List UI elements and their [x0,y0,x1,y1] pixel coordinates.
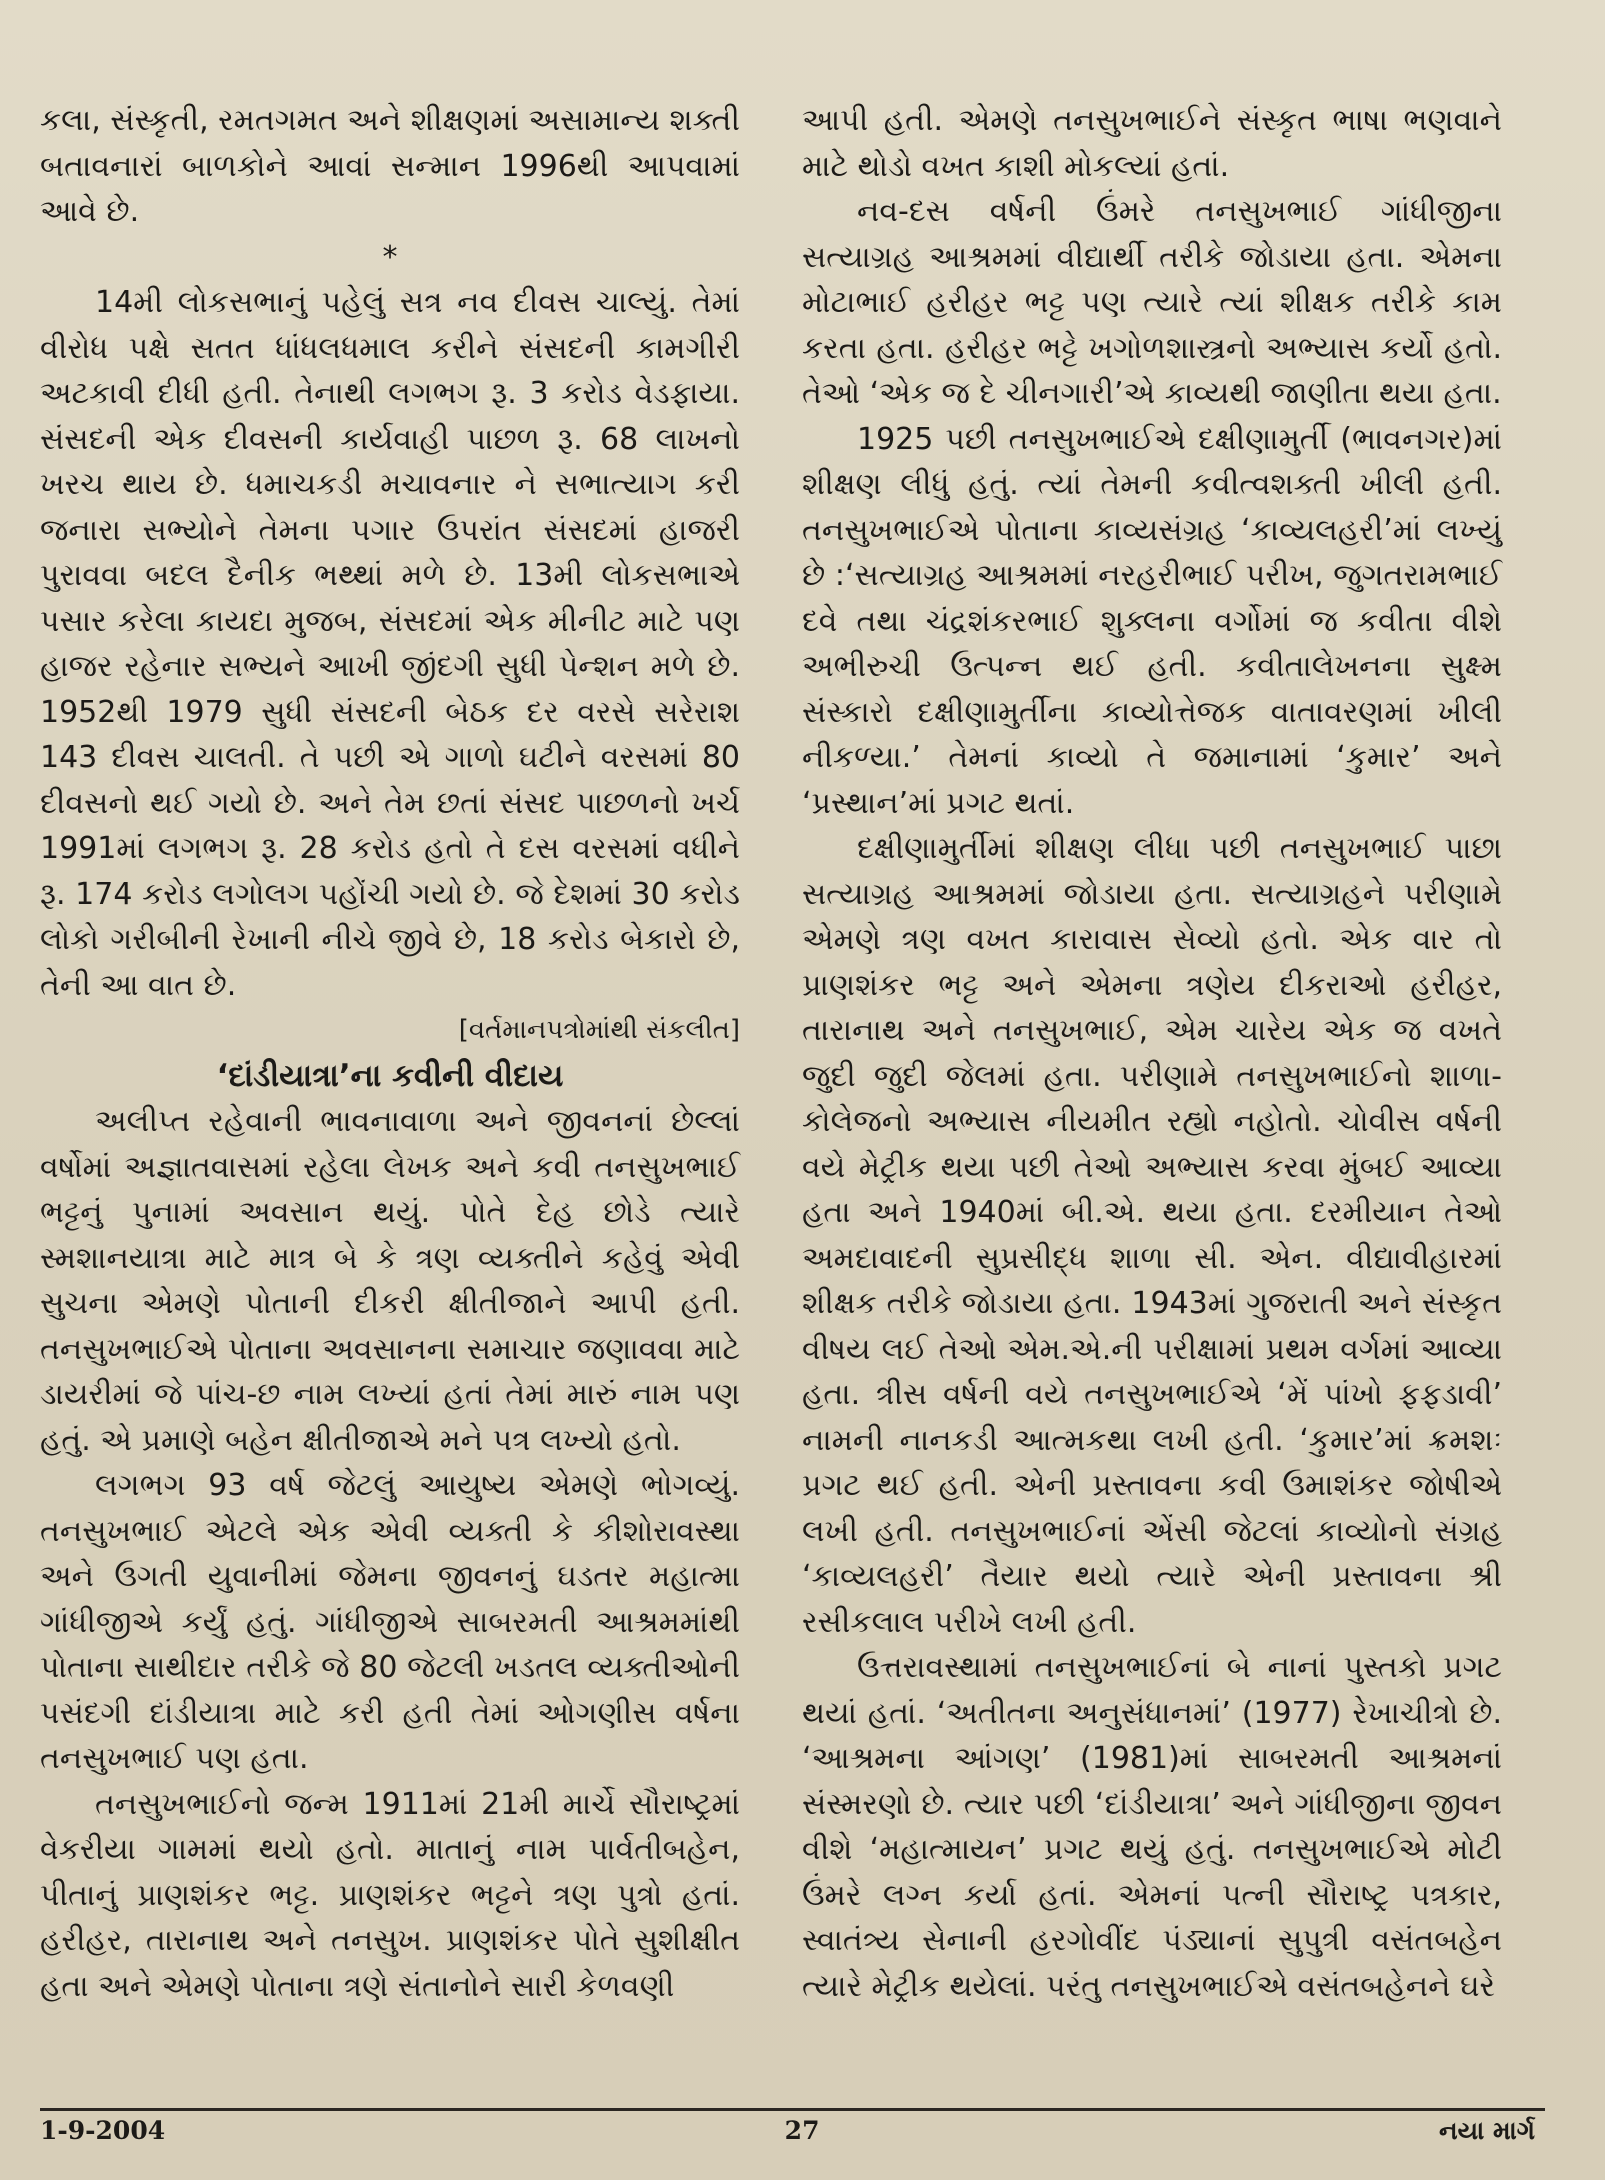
paragraph: લગભગ 93 વર્ષ જેટલું આયુષ્ય એમણે ભોગવ્યું. તનસુખભાઈ એટલે એક એવી વ્યક્તી કે કીશોરાવસ્થા અને ઉગતી યુવાનીમાં જેમના જીવનનું ઘડતર મહાત્મા ગાંધીજીએ કર્યું હતું. ગાંધીજીએ સાબરમતી આશ્રમમાંથી પોતાના સાથીદાર તરીકે જે 80 જેટલી ખડતલ વ્યક્તીઓની પસંદગી દાંડીયાત્રા માટે કરી હતી તેમાં ઓગણીસ વર્ષના તનસુખભાઈ પણ હતા. [40,1468,740,1776]
paragraph: આપી હતી. એમણે તનસુખભાઈને સંસ્કૃત ભાષા ભણવાને માટે થોડો વખત કાશી મોકલ્યાં હતાં. [802,103,1502,184]
paragraph: દક્ષીણામુર્તીમાં શીક્ષણ લીધા પછી તનસુખભાઈ પાછા સત્યાગ્રહ આશ્રમમાં જોડાયા હતા. સત્યાગ્રહને પરીણામે એમણે ત્રણ વખત કારાવાસ સેવ્યો હતો. એક વાર તો પ્રાણશંકર ભટ્ટ અને એમના ત્રણેય દીકરાઓ હરીહર, તારાનાથ અને તનસુખભાઈ, એમ ચારેય એક જ વખતે જુદી જુદી જેલમાં હતા. પરીણામે તનસુખભાઈનો શાળા-કોલેજનો અભ્યાસ નીયમીત રહ્યો નહોતો. ચોવીસ વર્ષની વયે મેટ્રીક થયા પછી તેઓ અભ્યાસ કરવા મુંબઈ આવ્યા હતા અને 1940માં બી.એ. થયા હતા. દરમીયાન તેઓ અમદાવાદની સુપ્રસીદ્ધ શાળા સી. એન. વીદ્યાવીહારમાં શીક્ષક તરીકે જોડાયા હતા. 1943માં ગુજરાતી અને સંસ્કૃત વીષય લઈ તેઓ એમ.એ.ની પરીક્ષામાં પ્રથમ વર્ગમાં આવ્યા હતા. ત્રીસ વર્ષની વયે તનસુખભાઈએ ‘મેં પાંખો ફફડાવી’ નામની નાનકડી આત્મકથા લખી હતી. ‘કુમાર’માં ક્રમશઃ પ્રગટ થઈ હતી. એની પ્રસ્તાવના કવી ઉમાશંકર જોષીએ લખી હતી. તનસુખભાઈનાં એંસી જેટલાં કાવ્યોનો સંગ્રહ ‘કાવ્યલહરી’ તૈયાર થયો ત્યારે એની પ્રસ્તાવના શ્રી રસીકલાલ પરીખે લખી હતી. [802,831,1502,1640]
article-columns [40,98,1535,2009]
issue-date: 1-9-2004 [40,2116,166,2145]
paragraph: અલીપ્ત રહેવાની ભાવનાવાળા અને જીવનનાં છેલ્લાં વર્ષોમાં અજ્ઞાતવાસમાં રહેલા લેખક અને કવી તનસુખભાઈ ભટ્ટનું પુનામાં અવસાન થયું. પોતે દેહ છોડે ત્યારે સ્મશાનયાત્રા માટે માત્ર બે કે ત્રણ વ્યક્તીને કહેવું એવી સુચના એમણે પોતાની દીકરી ક્ષીતીજાને આપી હતી. તનસુખભાઈએ પોતાના અવસાનના સમાચાર જણાવવા માટે ડાયરીમાં જે પાંચ-છ નામ લખ્યાં હતાં તેમાં મારું નામ પણ હતું. એ પ્રમાણે બહેન ક્ષીતીજાએ મને પત્ર લખ્યો હતો. [40,1104,740,1458]
paragraph: ઉત્તરાવસ્થામાં તનસુખભાઈનાં બે નાનાં પુસ્તકો પ્રગટ થયાં હતાં. ‘અતીતના અનુસંધાનમાં’ (1977) રેખાચીત્રો છે. ‘આશ્રમના આંગણ’ (1981)માં સાબરમતી આશ્રમનાં સંસ્મરણો છે. ત્યાર પછી ‘દાંડીયાત્રા’ અને ગાંધીજીના જીવન વીશે ‘મહાત્માયન’ પ્રગટ થયું હતું. તનસુખભાઈએ મોટી ઉંમરે લગ્ન કર્યા હતાં. એમનાં પત્ની સૌરાષ્ટ્ર પત્રકાર, સ્વાતંત્ર્ય સેનાની હરગોવીંદ પંડ્યાનાં સુપુત્રી વસંતબહેન ત્યારે મેટ્રીક થયેલાં. પરંતુ તનસુખભાઈએ વસંતબહેનને ઘરે [802,1650,1502,2004]
right-column [802,98,1502,2009]
page-number: 27 [784,2116,820,2145]
article-heading: ‘દાંડીયાત્રા’ના કવીની વીદાય [216,1057,564,1094]
paragraph: 1925 પછી તનસુખભાઈએ દક્ષીણામુર્તી (ભાવનગર)માં શીક્ષણ લીધું હતું. ત્યાં તેમની કવીત્વશક્તી ખીલી હતી. તનસુખભાઈએ પોતાના કાવ્યસંગ્રહ ‘કાવ્યલહરી’માં લખ્યું છે :‘સત્યાગ્રહ આશ્રમમાં નરહરીભાઈ પરીખ, જુગતરામભાઈ દવે તથા ચંદ્રશંકરભાઈ શુક્લના વર્ગોમાં જ કવીતા વીશે અભીરુચી ઉત્પન્ન થઈ હતી. કવીતાલેખનના સુક્ષ્મ સંસ્કારો દક્ષીણામુર્તીના કાવ્યોત્તેજક વાતાવરણમાં ખીલી નીકળ્યા.’ તેમનાં કાવ્યો તે જમાનામાં ‘કુમાર’ અને ‘પ્રસ્થાન’માં પ્રગટ થતાં. [802,421,1502,821]
paragraph: નવ-દસ વર્ષની ઉંમરે તનસુખભાઈ ગાંધીજીના સત્યાગ્રહ આશ્રમમાં વીદ્યાર્થી તરીકે જોડાયા હતા. એમના મોટાભાઈ હરીહર ભટ્ટ પણ ત્યારે ત્યાં શીક્ષક તરીકે કામ કરતા હતા. હરીહર ભટ્ટે ખગોળશાસ્ત્રનો અભ્યાસ કર્યો હતો. તેઓ ‘એક જ દે ચીનગારી’એ કાવ્યથી જાણીતા થયા હતા. [802,194,1502,411]
paragraph: તનસુખભાઈનો જન્મ 1911માં 21મી માર્ચે સૌરાષ્ટ્રમાં વેકરીયા ગામમાં થયો હતો. માતાનું નામ પાર્વતીબહેન, પીતાનું પ્રાણશંકર ભટ્ટ. પ્રાણશંકર ભટ્ટને ત્રણ પુત્રો હતાં. હરીહર, તારાનાથ અને તનસુખ. પ્રાણશંકર પોતે સુશીક્ષીત હતા અને એમણે પોતાના ત્રણે સંતાનોને સારી કેળવણી [40,1786,740,2004]
left-column [40,98,740,2009]
page-footer [40,2116,1535,2146]
source-note: [વર્તમાનપત્રોમાંથી સંકલીત] [458,1015,740,1045]
paragraph: કલા, સંસ્કૃતી, રમતગમત અને શીક્ષણમાં અસામાન્ય શક્તી બતાવનારાં બાળકોને આવાં સન્માન 1996થી આપવામાં આવે છે. [40,103,740,229]
footer-divider [40,2108,1545,2111]
section-separator: * [382,239,398,275]
publication-name: નયા માર્ગ [1439,2116,1535,2145]
paragraph: 14મી લોકસભાનું પહેલું સત્ર નવ દીવસ ચાલ્યું. તેમાં વીરોધ પક્ષે સતત ધાંધલધમાલ કરીને સંસદની કામગીરી અટકાવી દીધી હતી. તેનાથી લગભગ રૂ. 3 કરોડ વેડફાયા. સંસદની એક દીવસની કાર્યવાહી પાછળ રૂ. 68 લાખનો ખરચ થાય છે. ધમાચકડી મચાવનાર ને સભાત્યાગ કરી જનારા સભ્યોને તેમના પગાર ઉપરાંત સંસદમાં હાજરી પુરાવવા બદલ દૈનીક ભથ્થાં મળે છે. 13મી લોકસભાએ પસાર કરેલા કાયદા મુજબ, સંસદમાં એક મીનીટ માટે પણ હાજર રહેનાર સભ્યને આખી જીંદગી સુધી પેન્શન મળે છે. 1952થી 1979 સુધી સંસદની બેઠક દર વરસે સરેરાશ 143 દીવસ ચાલતી. તે પછી એ ગાળો ઘટીને વરસમાં 80 દીવસનો થઈ ગયો છે. અને તેમ છતાં સંસદ પાછળનો ખર્ચ 1991માં લગભગ રૂ. 28 કરોડ હતો તે દસ વરસમાં વધીને રૂ. 174 કરોડ લગોલગ પહોંચી ગયો છે. જે દેશમાં 30 કરોડ લોકો ગરીબીની રેખાની નીચે જીવે છે, 18 કરોડ બેકારો છે, તેની આ વાત છે. [40,285,740,1003]
